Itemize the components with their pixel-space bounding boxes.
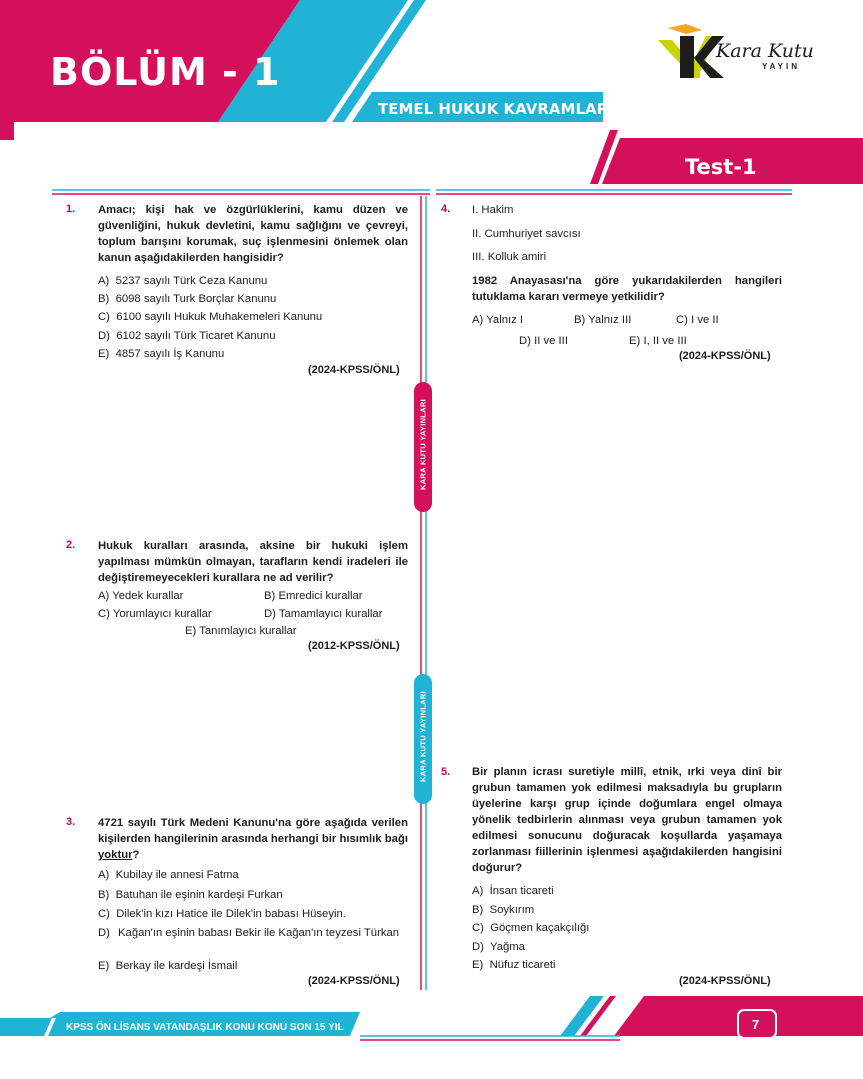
option-b[interactable]: B) Yalnız III bbox=[574, 314, 632, 326]
option-b[interactable]: B) Soykırım bbox=[472, 904, 535, 916]
section-title: BÖLÜM - 1 bbox=[50, 50, 281, 94]
test-label: Test-1 bbox=[685, 155, 757, 179]
side-badge-2-label: KARA KUTU YAYINLARI bbox=[418, 691, 428, 782]
option-a[interactable]: A) Kubilay ile annesi Fatma bbox=[98, 869, 239, 881]
option-b[interactable]: B) Batuhan ile eşinin kardeşi Furkan bbox=[98, 889, 283, 901]
question-source: (2012-KPSS/ÖNL) bbox=[308, 640, 400, 652]
option-c[interactable]: C) I ve II bbox=[676, 314, 719, 326]
option-a[interactable]: A) Yalnız I bbox=[472, 314, 524, 326]
underlined-word: yoktur bbox=[98, 849, 133, 861]
option-b[interactable]: B) Emredici kurallar bbox=[264, 590, 363, 602]
option-c[interactable]: C) Göçmen kaçakçılığı bbox=[472, 922, 590, 934]
option-e[interactable]: E) Tanımlayıcı kurallar bbox=[185, 625, 297, 637]
option-d[interactable]: D) II ve III bbox=[519, 335, 568, 347]
question-text: 4721 sayılı Türk Medeni Kanunu'na göre aşağıda verilen kişilerden hangilerinin arasında herhangi bir hısımlık bağı yoktur? bbox=[98, 817, 408, 861]
brand-name: Kara Kutu bbox=[716, 40, 814, 62]
question-source: (2024-KPSS/ÖNL) bbox=[679, 975, 771, 987]
question-number: 4. bbox=[441, 203, 451, 215]
question-source: (2024-KPSS/ÖNL) bbox=[679, 350, 771, 362]
option-c[interactable]: C) 6100 sayılı Hukuk Muhakemeleri Kanunu bbox=[98, 311, 323, 323]
brand-sub: YAYIN bbox=[762, 62, 800, 71]
option-e[interactable]: E) Nüfuz ticareti bbox=[472, 959, 556, 971]
topic-title: TEMEL HUKUK KAVRAMLARI bbox=[378, 100, 614, 118]
question-text: Hukuk kuralları arasında, aksine bir hukuki işlem yapılması mümkün olmayan, tarafların kendi iradeleri ile değiştiremeyecekleri kurallara ne ad verilir? bbox=[98, 540, 408, 584]
option-d[interactable]: D) Tamamlayıcı kurallar bbox=[264, 608, 383, 620]
option-d-letter[interactable]: D) bbox=[98, 927, 110, 939]
question-number: 2. bbox=[66, 539, 76, 551]
option-d[interactable]: D) 6102 sayılı Türk Ticaret Kanunu bbox=[98, 330, 276, 342]
side-badge-1-label: KARA KUTU YAYINLARI bbox=[418, 399, 428, 490]
question-number: 3. bbox=[66, 816, 76, 828]
question-number: 5. bbox=[441, 766, 451, 778]
statement-3: III. Kolluk amiri bbox=[472, 251, 547, 263]
option-d[interactable]: D) Yağma bbox=[472, 941, 525, 953]
question-text: Bir planın icrası suretiyle millî, etnik, ırki veya dinî bir grubun tamamen yok edilmesi maksadıyla bu grupların üyelerine karşı grup içinde doğumlara engel olmaya yönelik tedbirlerin alınması veya grubun tamamen yok edilmesi sonucunu doğuracak koşullarda yaşamaya zorlanması fiillerinin işlenmesi aşağıdakilerden hangisini doğurur? bbox=[472, 766, 782, 874]
logo-mark-icon bbox=[658, 24, 724, 78]
page-number: 7 bbox=[752, 1017, 760, 1032]
option-c[interactable]: C) Dilek'in kızı Hatice ile Dilek'in babası Hüseyin. bbox=[98, 908, 346, 920]
option-a[interactable]: A) 5237 sayılı Türk Ceza Kanunu bbox=[98, 275, 268, 287]
question-source: (2024-KPSS/ÖNL) bbox=[308, 975, 400, 987]
option-d[interactable]: Kağan'ın eşinin babası Bekir ile Kağan'ın teyzesi Türkan bbox=[118, 927, 400, 939]
statement-1: I. Hakim bbox=[472, 204, 514, 216]
option-b[interactable]: B) 6098 sayılı Turk Borçlar Kanunu bbox=[98, 293, 277, 305]
question-text: Amacı; kişi hak ve özgürlüklerini, kamu düzen ve güvenliğini, hukuk devletini, kamu sağlığını ve çevreyi, toplum barışını korumak, suç işlenmesini önlemek olan kanun aşağıdakilerden hangisidir? bbox=[98, 204, 408, 264]
statement-2: II. Cumhuriyet savcısı bbox=[472, 228, 581, 240]
footer-title: KPSS ÖN LİSANS VATANDAŞLIK KONU KONU SON 15 YIL bbox=[66, 1022, 344, 1033]
question-source: (2024-KPSS/ÖNL) bbox=[308, 364, 400, 376]
option-e[interactable]: E) I, II ve III bbox=[629, 335, 687, 347]
question-text: 1982 Anayasası'na göre yukarıdakilerden hangileri tutuklama kararı vermeye yetkilidir? bbox=[472, 275, 782, 303]
option-a[interactable]: A) İnsan ticareti bbox=[472, 885, 554, 897]
question-number: 1. bbox=[66, 203, 76, 215]
option-a[interactable]: A) Yedek kurallar bbox=[98, 590, 184, 602]
option-e[interactable]: E) Berkay ile kardeşi İsmail bbox=[98, 960, 238, 972]
option-c[interactable]: C) Yorumlayıcı kurallar bbox=[98, 608, 212, 620]
option-e[interactable]: E) 4857 sayılı İş Kanunu bbox=[98, 348, 225, 360]
